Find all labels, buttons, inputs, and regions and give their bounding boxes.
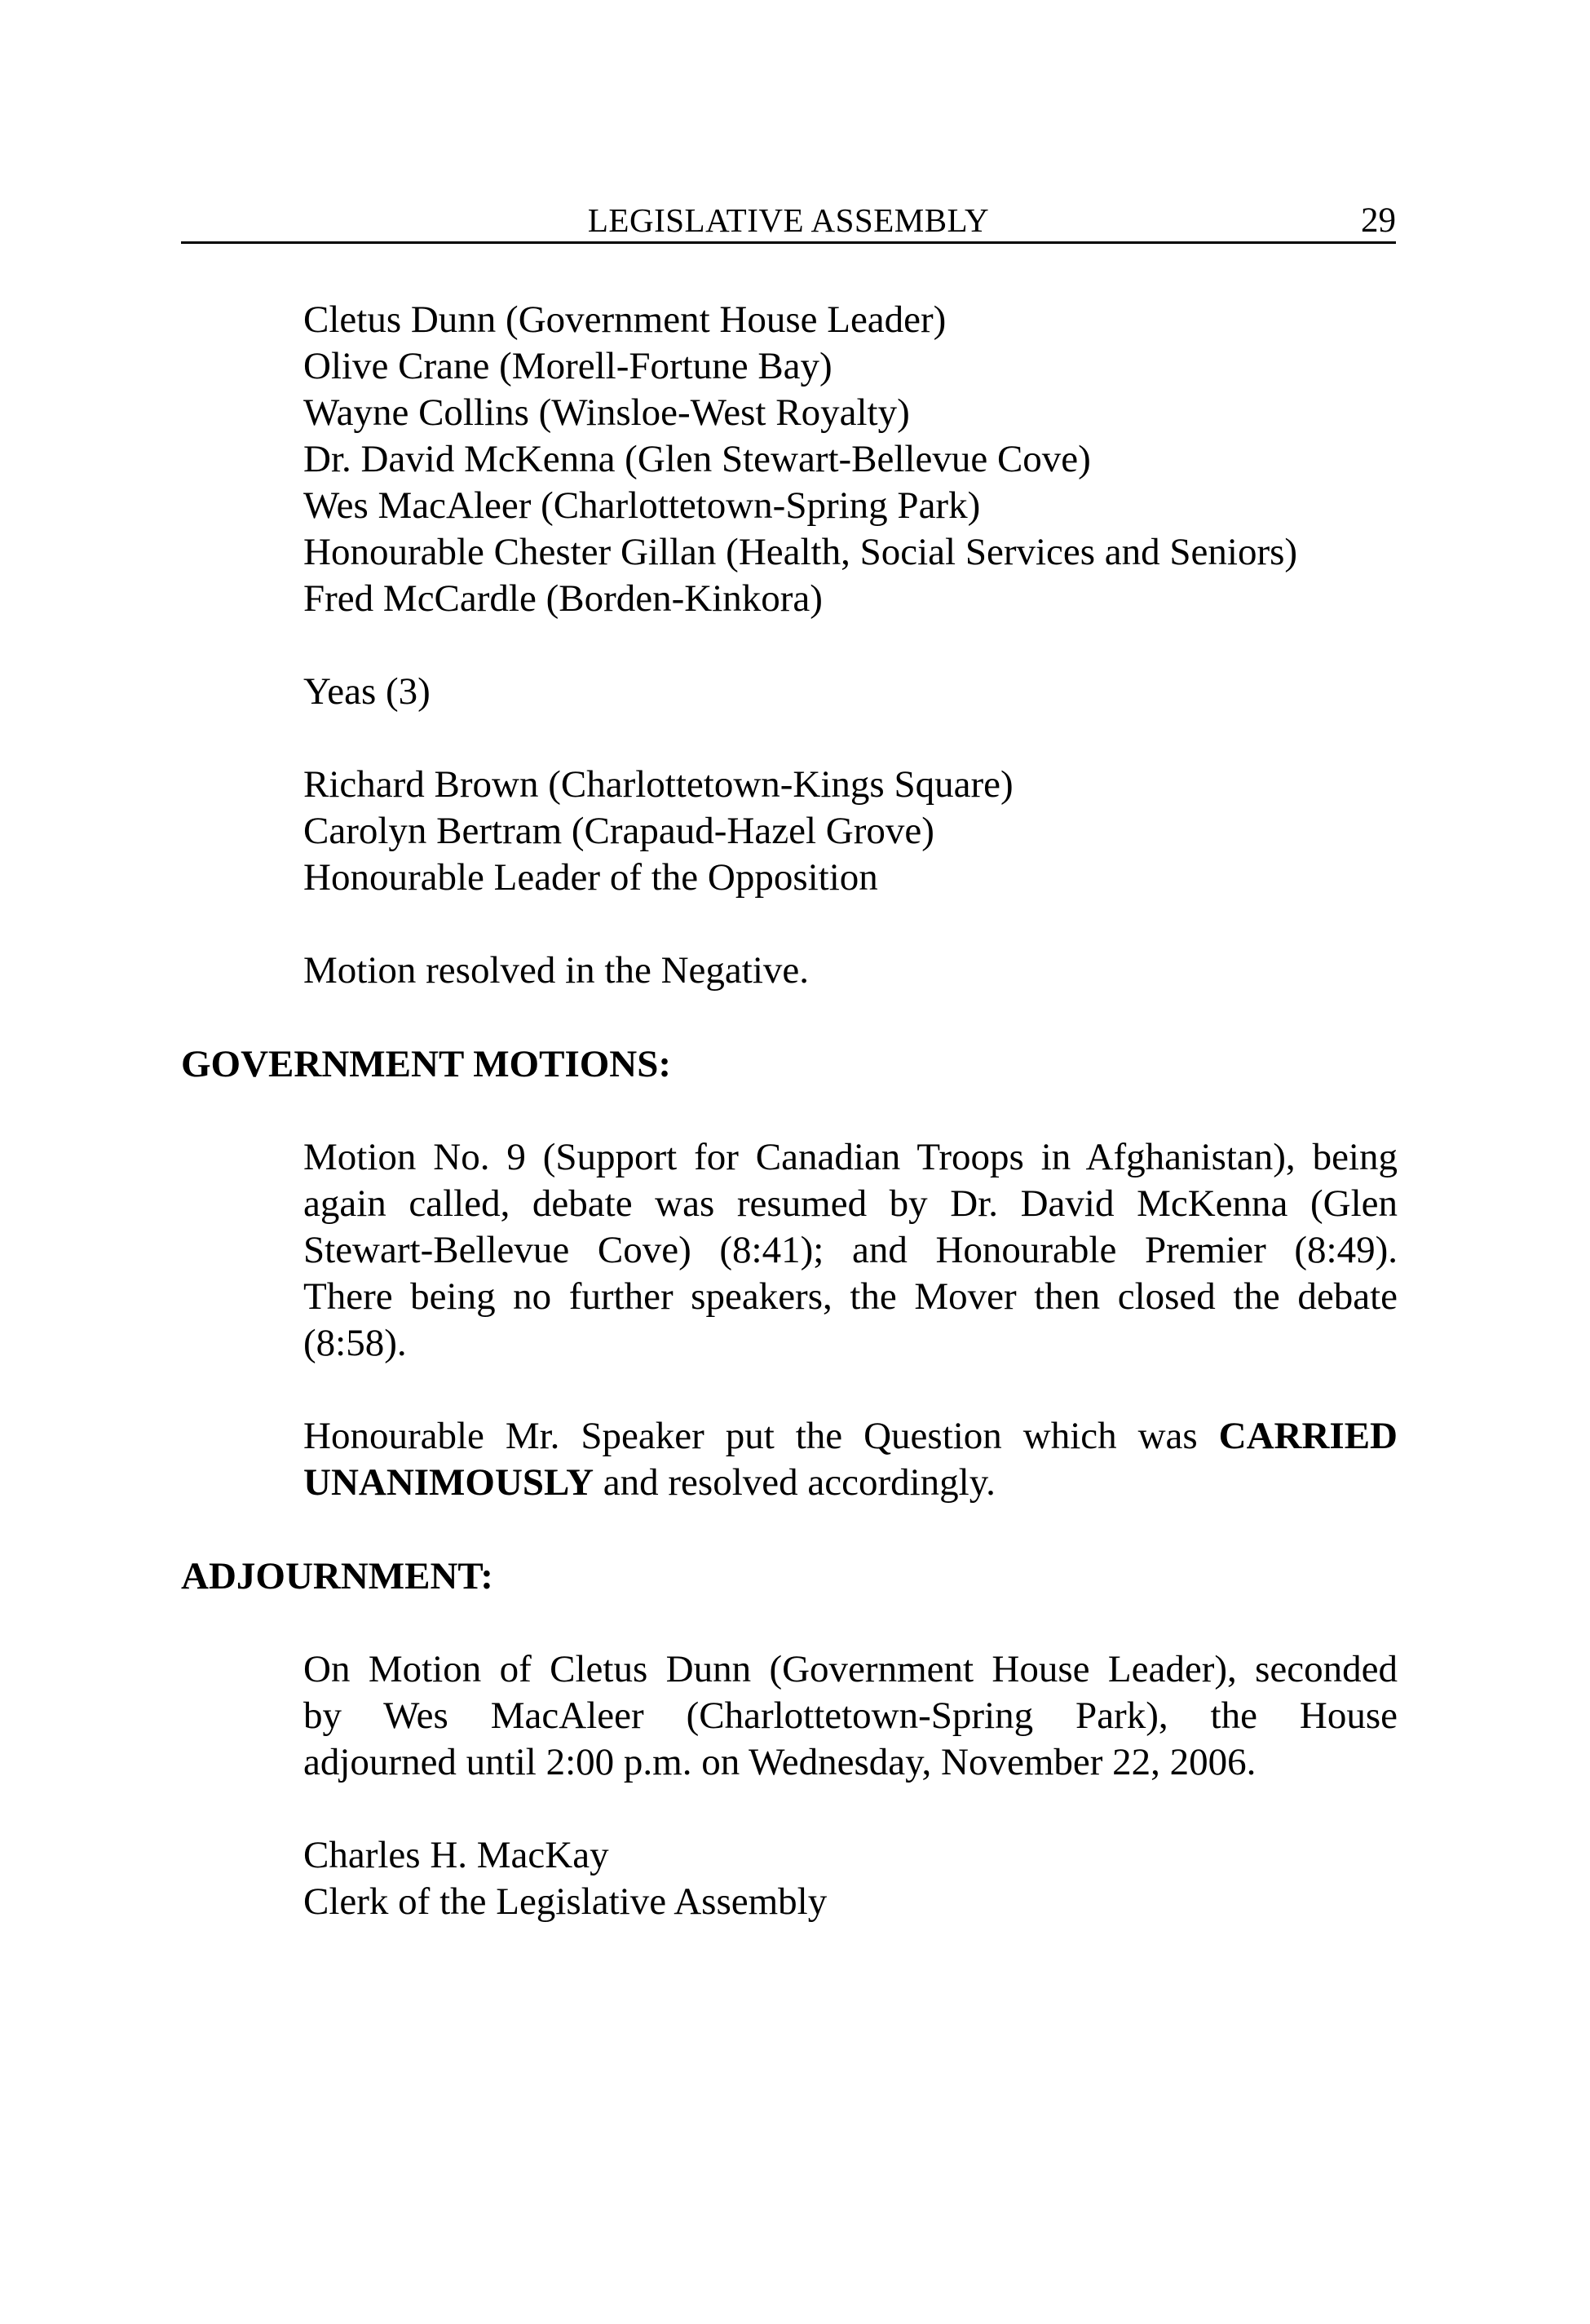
nays-list-item: Honourable Chester Gillan (Health, Social Services and Seniors) [303,531,1298,573]
paragraph-line: again called, debate was resumed by Dr. David McKenna (Glen [303,1182,1398,1225]
yeas-list [303,762,1398,901]
paragraph-line: (8:58). [303,1322,407,1364]
paragraph-line: On Motion of Cletus Dunn (Government House Leader), seconded [303,1648,1398,1690]
nays-list-item: Olive Crane (Morell-Fortune Bay) [303,345,833,387]
paragraph-line: adjourned until 2:00 p.m. on Wednesday, November 22, 2006. [303,1741,1257,1783]
adjournment-heading: ADJOURNMENT: [181,1555,493,1597]
paragraph-line: UNANIMOUSLY and resolved accordingly. [303,1461,996,1504]
nays-list [303,297,1398,622]
signature-block [303,1832,1398,1925]
motion-result: Motion resolved in the Negative. [303,949,809,992]
government-motions-paragraph [303,1134,1398,1367]
yeas-list-item: Honourable Leader of the Opposition [303,856,878,899]
signatory-name: Charles H. MacKay [303,1834,609,1876]
unanimously-text: UNANIMOUSLY [303,1461,594,1504]
yeas-label: Yeas (3) [303,670,431,713]
paragraph-line: Motion No. 9 (Support for Canadian Troops in Afghanistan), being [303,1136,1398,1178]
paragraph-line: Stewart-Bellevue Cove) (8:41); and Honourable Premier (8:49). [303,1229,1398,1271]
yeas-list-item: Richard Brown (Charlottetown-Kings Square) [303,763,1014,806]
nays-list-item: Wayne Collins (Winsloe-West Royalty) [303,391,910,434]
paragraph-line: by Wes MacAleer (Charlottetown-Spring Park), the House [303,1694,1398,1737]
nays-list-item: Wes MacAleer (Charlottetown-Spring Park) [303,484,981,527]
page-header [181,201,1396,244]
paragraph-line: Honourable Mr. Speaker put the Question which was CARRIED [303,1415,1398,1457]
signatory-title: Clerk of the Legislative Assembly [303,1880,828,1923]
carried-text: CARRIED [1218,1415,1398,1457]
paragraph-line: There being no further speakers, the Mover then closed the debate [303,1275,1398,1318]
page-number: 29 [1361,201,1396,240]
yeas-list-item: Carolyn Bertram (Crapaud-Hazel Grove) [303,810,934,852]
government-motions-heading: GOVERNMENT MOTIONS: [181,1043,672,1085]
adjournment-paragraph [303,1646,1398,1786]
vote-result-paragraph [303,1413,1398,1506]
nays-list-item: Cletus Dunn (Government House Leader) [303,298,947,341]
nays-list-item: Fred McCardle (Borden-Kinkora) [303,577,823,620]
header-title: LEGISLATIVE ASSEMBLY [587,201,990,239]
nays-list-item: Dr. David McKenna (Glen Stewart-Bellevue Cove) [303,438,1091,480]
